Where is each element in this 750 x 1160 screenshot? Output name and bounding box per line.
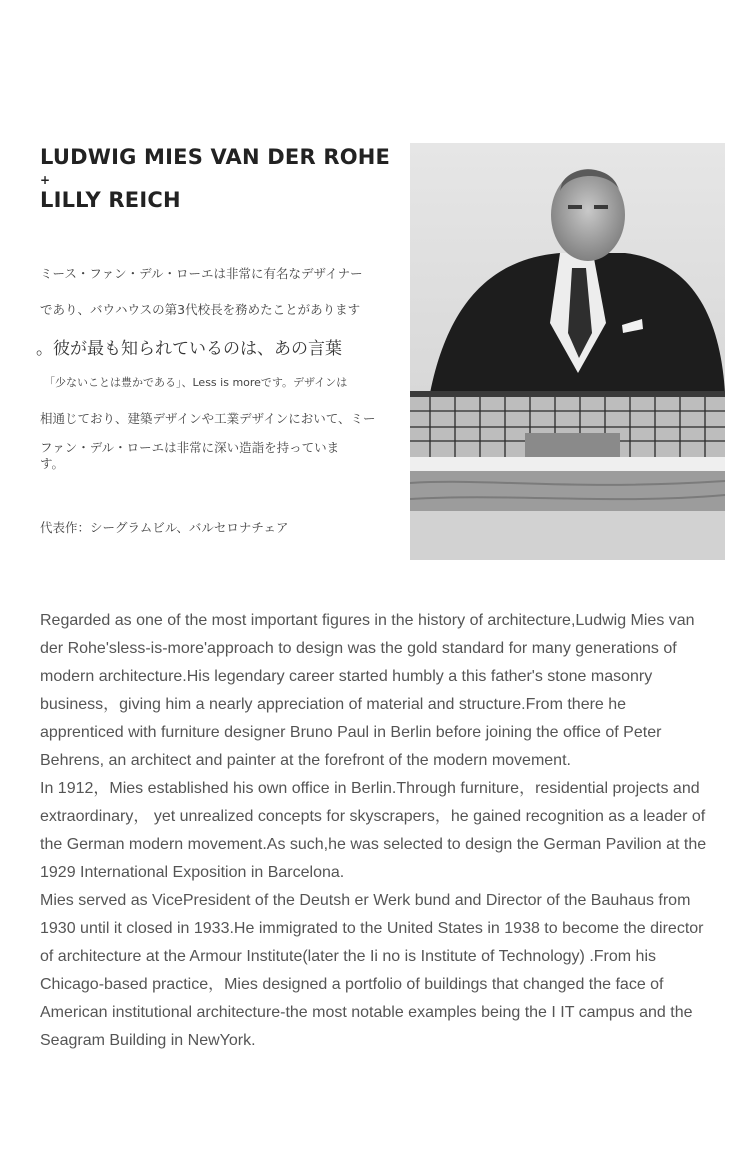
jp-representative-works: 代表作：シーグラムビル、バルセロナチェア — [40, 520, 289, 535]
portrait-with-architectural-model-icon — [410, 143, 725, 560]
title-plus: + — [40, 173, 51, 187]
title-block — [40, 145, 400, 212]
title-reich: LILLY REICH — [40, 188, 181, 212]
title-mies: LUDWIG MIES VAN DER ROHE — [40, 145, 391, 169]
jp-text-line-4: 「少ないことは豊かである」、Less is moreです。デザインは — [44, 376, 348, 389]
jp-text-line-1: ミース・ファン・デル・ローエは非常に有名なデザイナー — [40, 266, 363, 281]
biography — [40, 607, 714, 1055]
jp-text-line-5: 相通じており、建築デザインや工業デザインにおいて、ミー — [40, 411, 376, 426]
jp-text-line-6: ファン・デル・ローエは非常に深い造詣を持っています。 — [40, 440, 340, 471]
bio-paragraph-3: Mies served as VicePresident of the Deutsh er Werk bund and Director of the Bauhaus from 1930 until it closed in 1933.He immigrated to the United States in 1938 to become the director of architecture at the Armour Institute(later the Ii no is Institute of Technology) .From his Chicago-based practice，Mies designed a portfolio of buildings that changed the face of American institutional architecture-the most notable examples being the I IT campus and the Seagram Building in NewYork. — [40, 892, 704, 1049]
bio-paragraph-1: Regarded as one of the most important figures in the history of architecture,Ludwig Mies van der Rohe'sless-is-more'approach to design was the gold standard for many generations of modern architecture.His legendary career started humbly a this father's stone masonry business，giving him a nearly appreciation of material and structure.From there he apprenticed with furniture designer Bruno Paul in Berlin before joining the office of Peter Behrens, an architect and painter at the forefront of the modern movement. — [40, 612, 695, 769]
jp-text-line-3: 。彼が最も知られているのは、あの言葉 — [36, 339, 342, 359]
jp-text-line-2: であり、バウハウスの第3代校長を務めたことがあります — [40, 302, 361, 317]
portrait-photo — [410, 143, 725, 560]
bio-paragraph-2: In 1912，Mies established his own office in Berlin.Through furniture，residential projects and extraordinary， yet unrealized concepts for skyscrapers，he gained recognition as a leader of the German modern movement.As such,he was selected to design the German Pavilion at the 1929 International Exposition in Barcelona. — [40, 780, 707, 881]
